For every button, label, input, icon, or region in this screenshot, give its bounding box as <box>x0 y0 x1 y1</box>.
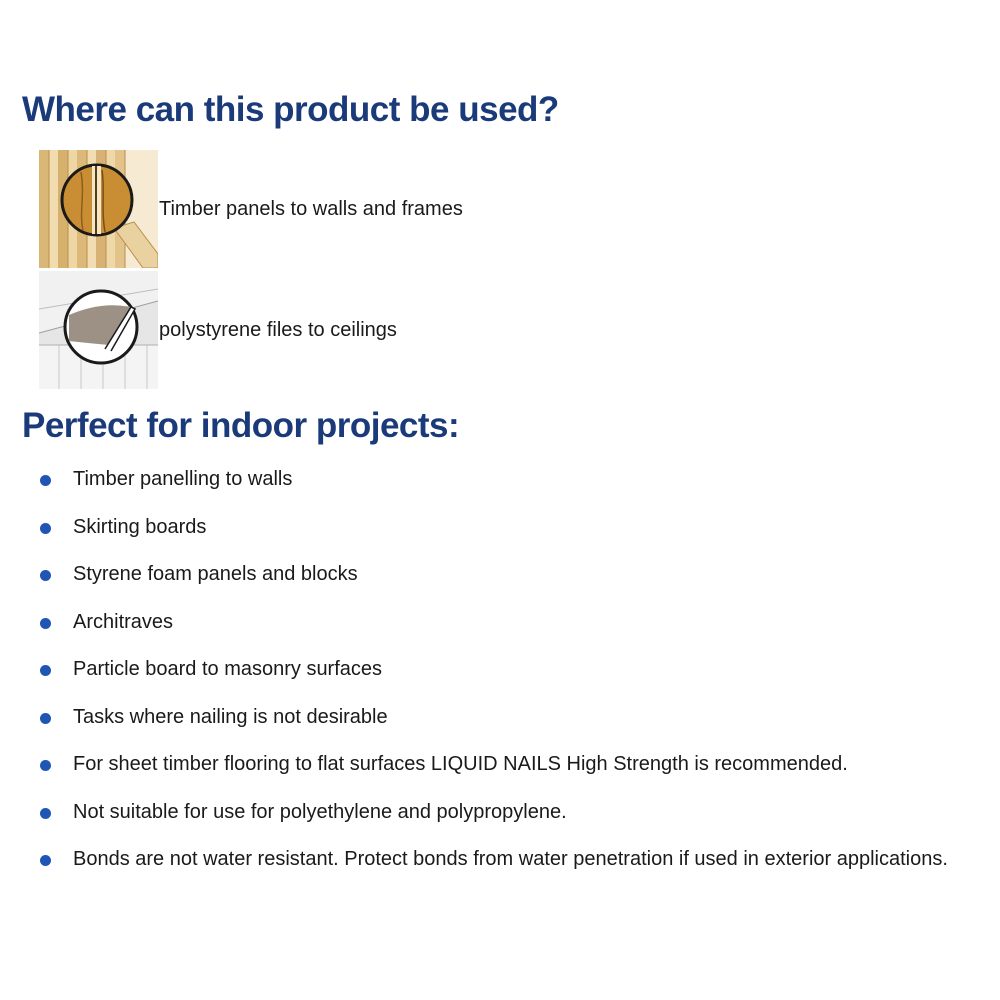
list-item: Particle board to masonry surfaces <box>38 654 968 685</box>
bullet-icon <box>40 523 51 534</box>
bullet-icon <box>40 570 51 581</box>
bullet-icon <box>40 760 51 771</box>
bullet-icon <box>40 618 51 629</box>
usage-heading: Where can this product be used? <box>22 90 559 129</box>
usage-item-text: polystyrene files to ceilings <box>159 318 397 341</box>
indoor-heading: Perfect for indoor projects: <box>22 406 460 445</box>
timber-panel-wall-illustration <box>39 150 158 268</box>
usage-item-ceiling <box>39 270 397 390</box>
list-item: Timber panelling to walls <box>38 464 968 495</box>
bullet-icon <box>40 855 51 866</box>
list-item: Not suitable for use for polyethylene and polypropylene. <box>38 797 968 828</box>
bullet-icon <box>40 475 51 486</box>
list-item: Bonds are not water resistant. Protect bonds from water penetration if used in exterior applications. <box>38 844 968 875</box>
list-item: For sheet timber flooring to flat surfaces LIQUID NAILS High Strength is recommended. <box>38 749 968 780</box>
list-item: Styrene foam panels and blocks <box>38 559 968 590</box>
ceiling-tile-illustration <box>39 271 158 389</box>
list-item: Architraves <box>38 607 968 638</box>
bullet-icon <box>40 713 51 724</box>
bullet-icon <box>40 808 51 819</box>
usage-item-timber <box>39 149 463 269</box>
list-item: Skirting boards <box>38 512 968 543</box>
bullet-icon <box>40 665 51 676</box>
list-item: Tasks where nailing is not desirable <box>38 702 968 733</box>
indoor-project-list <box>38 464 968 892</box>
usage-item-text: Timber panels to walls and frames <box>159 197 463 220</box>
